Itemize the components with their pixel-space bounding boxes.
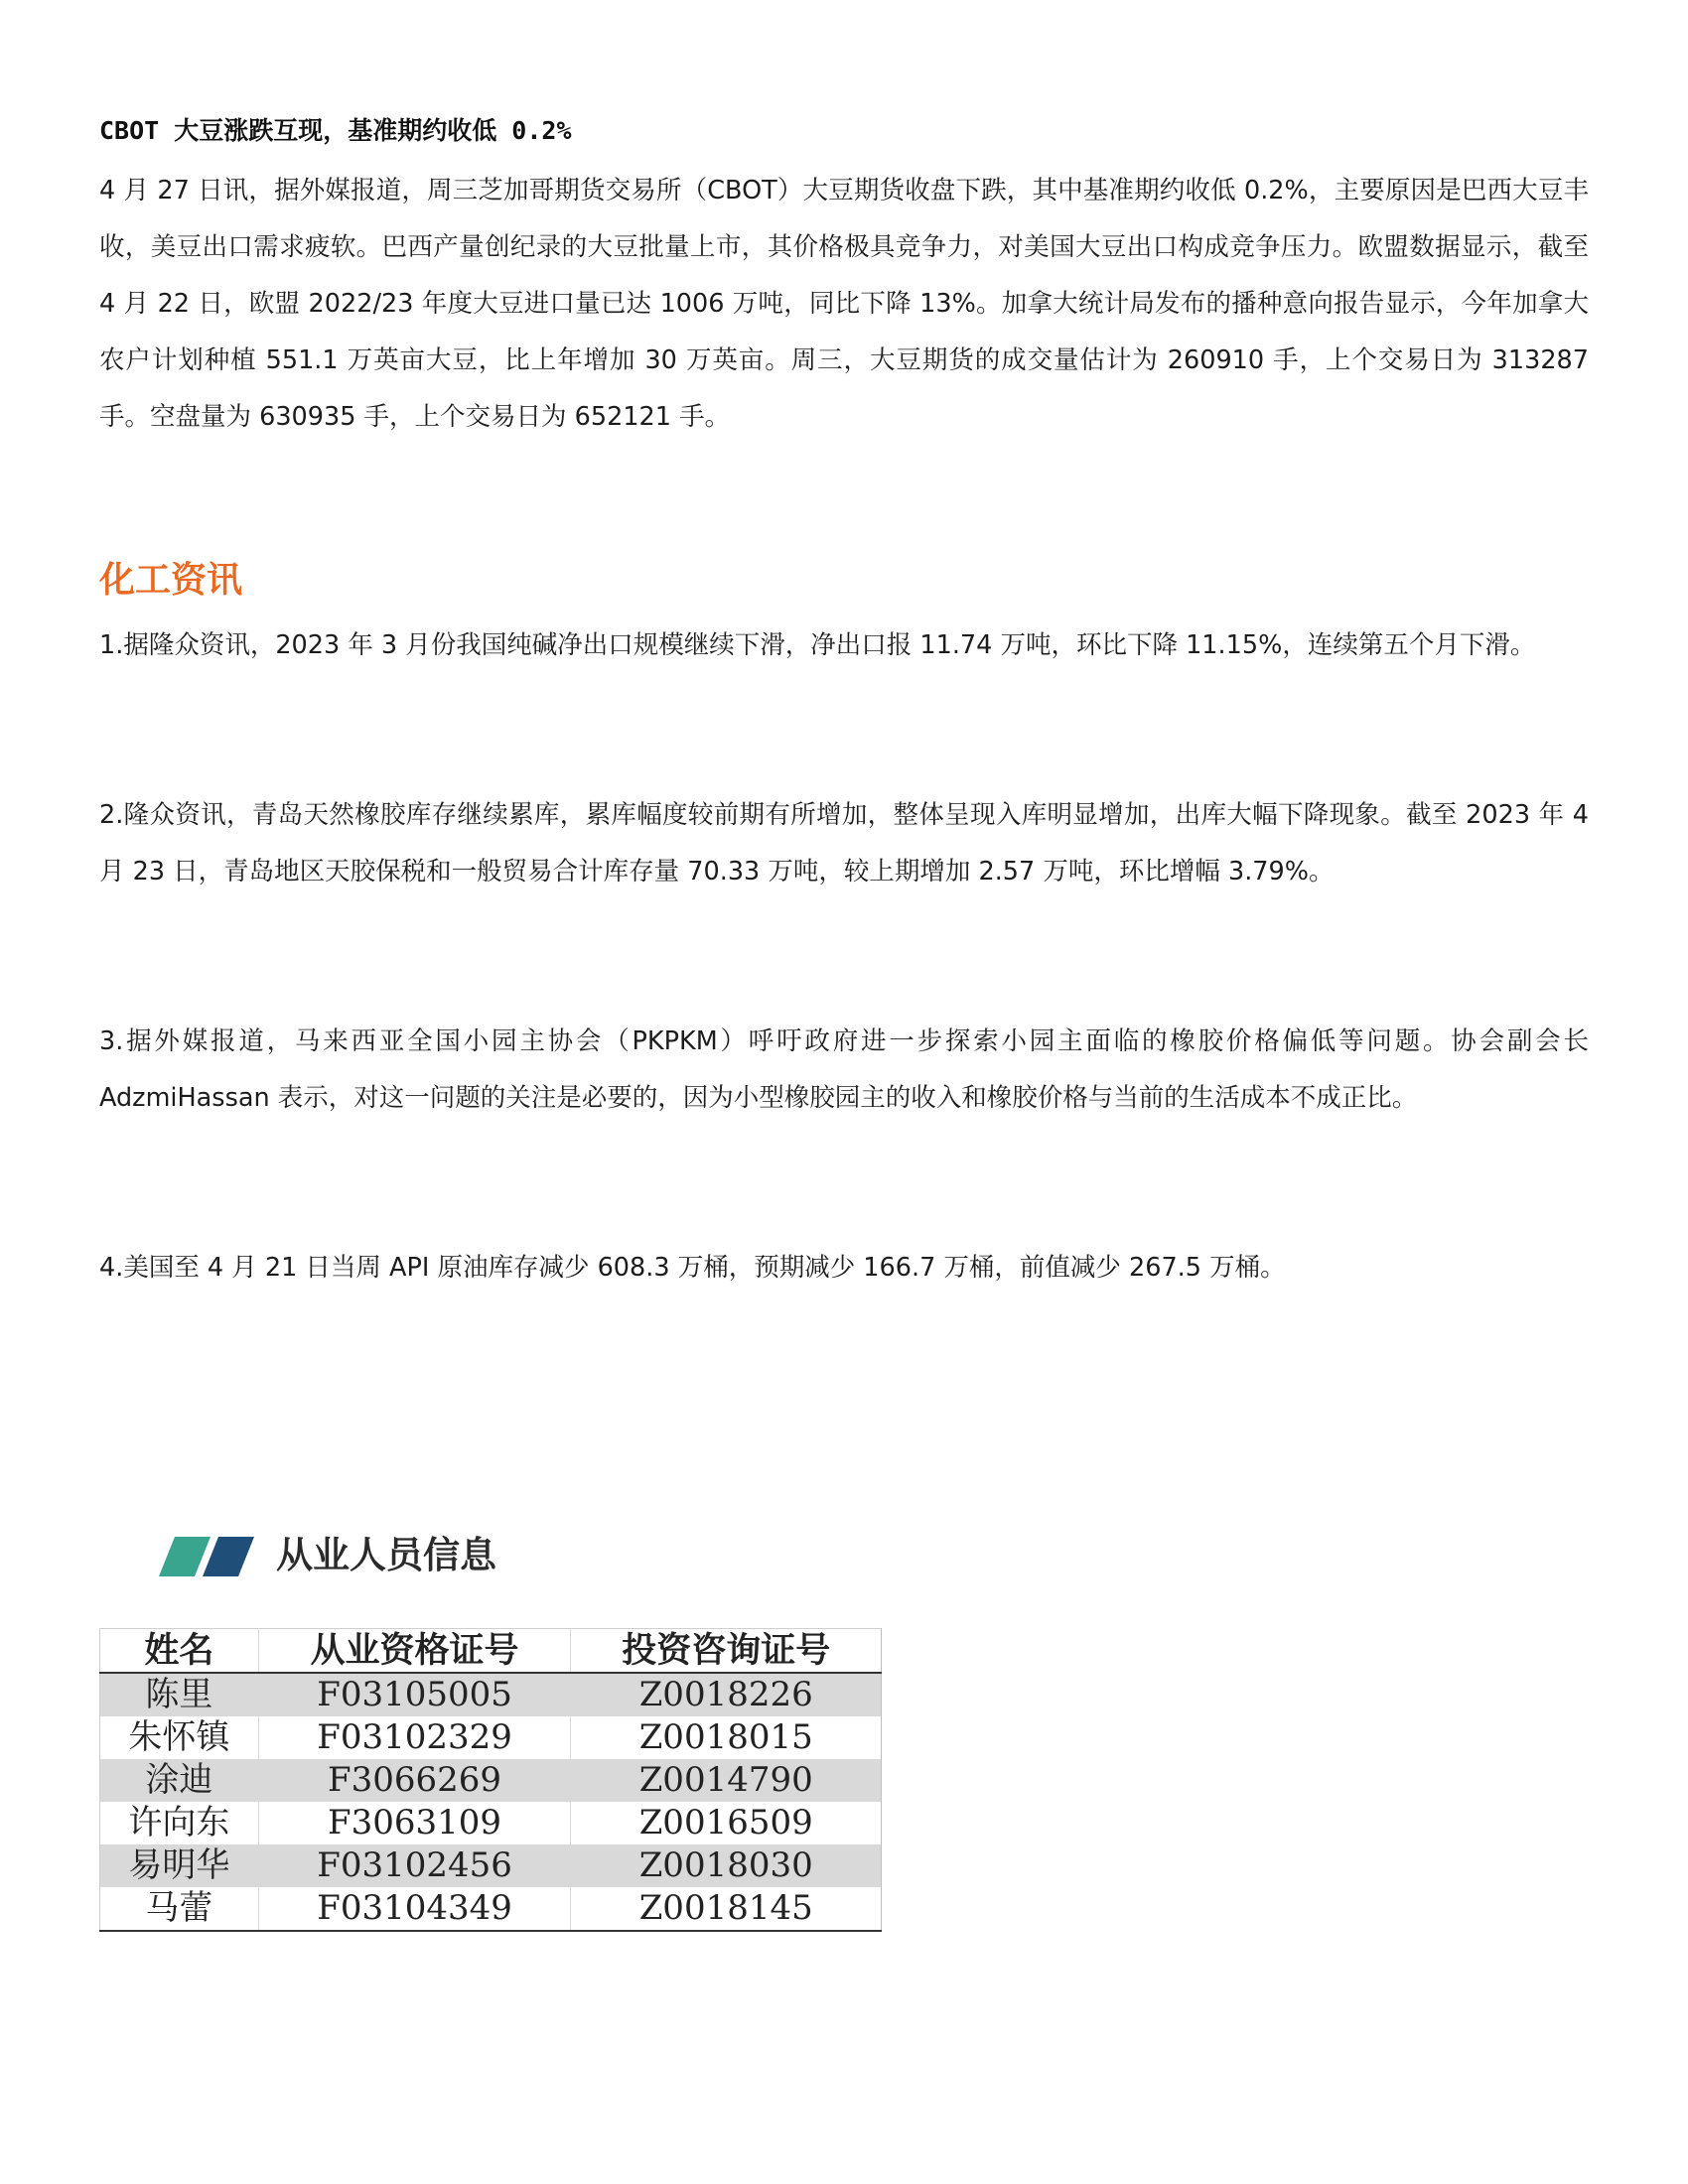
staff-table — [99, 1628, 882, 1932]
header-name: 姓名 — [100, 1629, 259, 1674]
chemical-news-heading: 化工资讯 — [99, 560, 243, 601]
chemical-news-item-4: 4.美国至 4 月 21 日当周 API 原油库存减少 608.3 万桶，预期减少 166.7 万桶，前值减少 267.5 万桶。 — [99, 1253, 1286, 1283]
staff-name: 朱怀镇 — [100, 1716, 259, 1759]
cbot-paragraph: 4 月 27 日讯，据外媒报道，周三芝加哥期货交易所（CBOT）大豆期货收盘下跌，其中基准期约收低 0.2%，主要原因是巴西大豆丰收，美豆出口需求疲软。巴西产量创纪录的大豆批量上市，其价格极具竞争力，对美国大豆出口构成竞争压力。欧盟数据显示，截至 4 月 22 日，欧盟 2022/23 年度大豆进口量已达 1006 万吨，同比下降 13%。加拿大统计局发布的播种意向报告显示，今年加拿大农户计划种植 551.1 万英亩大豆，比上年增加 30 万英亩。周三，大豆期货的成交量估计为 260910 手，上个交易日为 313287 手。空盘量为 630935 手，上个交易日为 652121 手。 — [99, 176, 1589, 432]
consulting-no: Z0016509 — [571, 1802, 882, 1844]
table-row — [100, 1887, 882, 1931]
table-row — [100, 1759, 882, 1802]
staff-info-title: 从业人员信息 — [276, 1534, 496, 1576]
section-marker-icon — [159, 1537, 254, 1576]
qualification-no: F03102456 — [258, 1844, 571, 1887]
qualification-no: F3063109 — [258, 1802, 571, 1844]
staff-table-header-row — [100, 1629, 882, 1674]
table-row — [100, 1716, 882, 1759]
chemical-news-item-3: 3.据外媒报道，马来西亚全国小园主协会（PKPKM）呼吁政府进一步探索小园主面临的橡胶价格偏低等问题。协会副会长 AdzmiHassan 表示，对这一问题的关注是必要的，因为小型橡胶园主的收入和橡胶价格与当前的生活成本不成正比。 — [99, 1026, 1589, 1113]
table-row — [100, 1844, 882, 1887]
consulting-no: Z0014790 — [571, 1759, 882, 1802]
staff-info-header — [159, 1519, 755, 1578]
qualification-no: F03104349 — [258, 1887, 571, 1931]
consulting-no: Z0018015 — [571, 1716, 882, 1759]
staff-name: 陈里 — [100, 1673, 259, 1716]
chemical-news-item-2: 2.隆众资讯，青岛天然橡胶库存继续累库，累库幅度较前期有所增加，整体呈现入库明显增加，出库大幅下降现象。截至 2023 年 4 月 23 日，青岛地区天胶保税和一般贸易合计库存量 70.33 万吨，较上期增加 2.57 万吨，环比增幅 3.79%。 — [99, 800, 1589, 887]
staff-name: 许向东 — [100, 1802, 259, 1844]
qualification-no: F03102329 — [258, 1716, 571, 1759]
consulting-no: Z0018030 — [571, 1844, 882, 1887]
chemical-news-item-1: 1.据隆众资讯，2023 年 3 月份我国纯碱净出口规模继续下滑，净出口报 11.74 万吨，环比下降 11.15%，连续第五个月下滑。 — [99, 630, 1536, 660]
header-qualification-no: 从业资格证号 — [258, 1629, 571, 1674]
header-consulting-no: 投资咨询证号 — [571, 1629, 882, 1674]
cbot-section-title: CBOT 大豆涨跌互现，基准期约收低 0.2% — [99, 116, 572, 145]
table-row — [100, 1673, 882, 1716]
qualification-no: F03105005 — [258, 1673, 571, 1716]
consulting-no: Z0018226 — [571, 1673, 882, 1716]
staff-name: 马蕾 — [100, 1887, 259, 1931]
table-row — [100, 1802, 882, 1844]
qualification-no: F3066269 — [258, 1759, 571, 1802]
staff-name: 易明华 — [100, 1844, 259, 1887]
consulting-no: Z0018145 — [571, 1887, 882, 1931]
staff-name: 涂迪 — [100, 1759, 259, 1802]
